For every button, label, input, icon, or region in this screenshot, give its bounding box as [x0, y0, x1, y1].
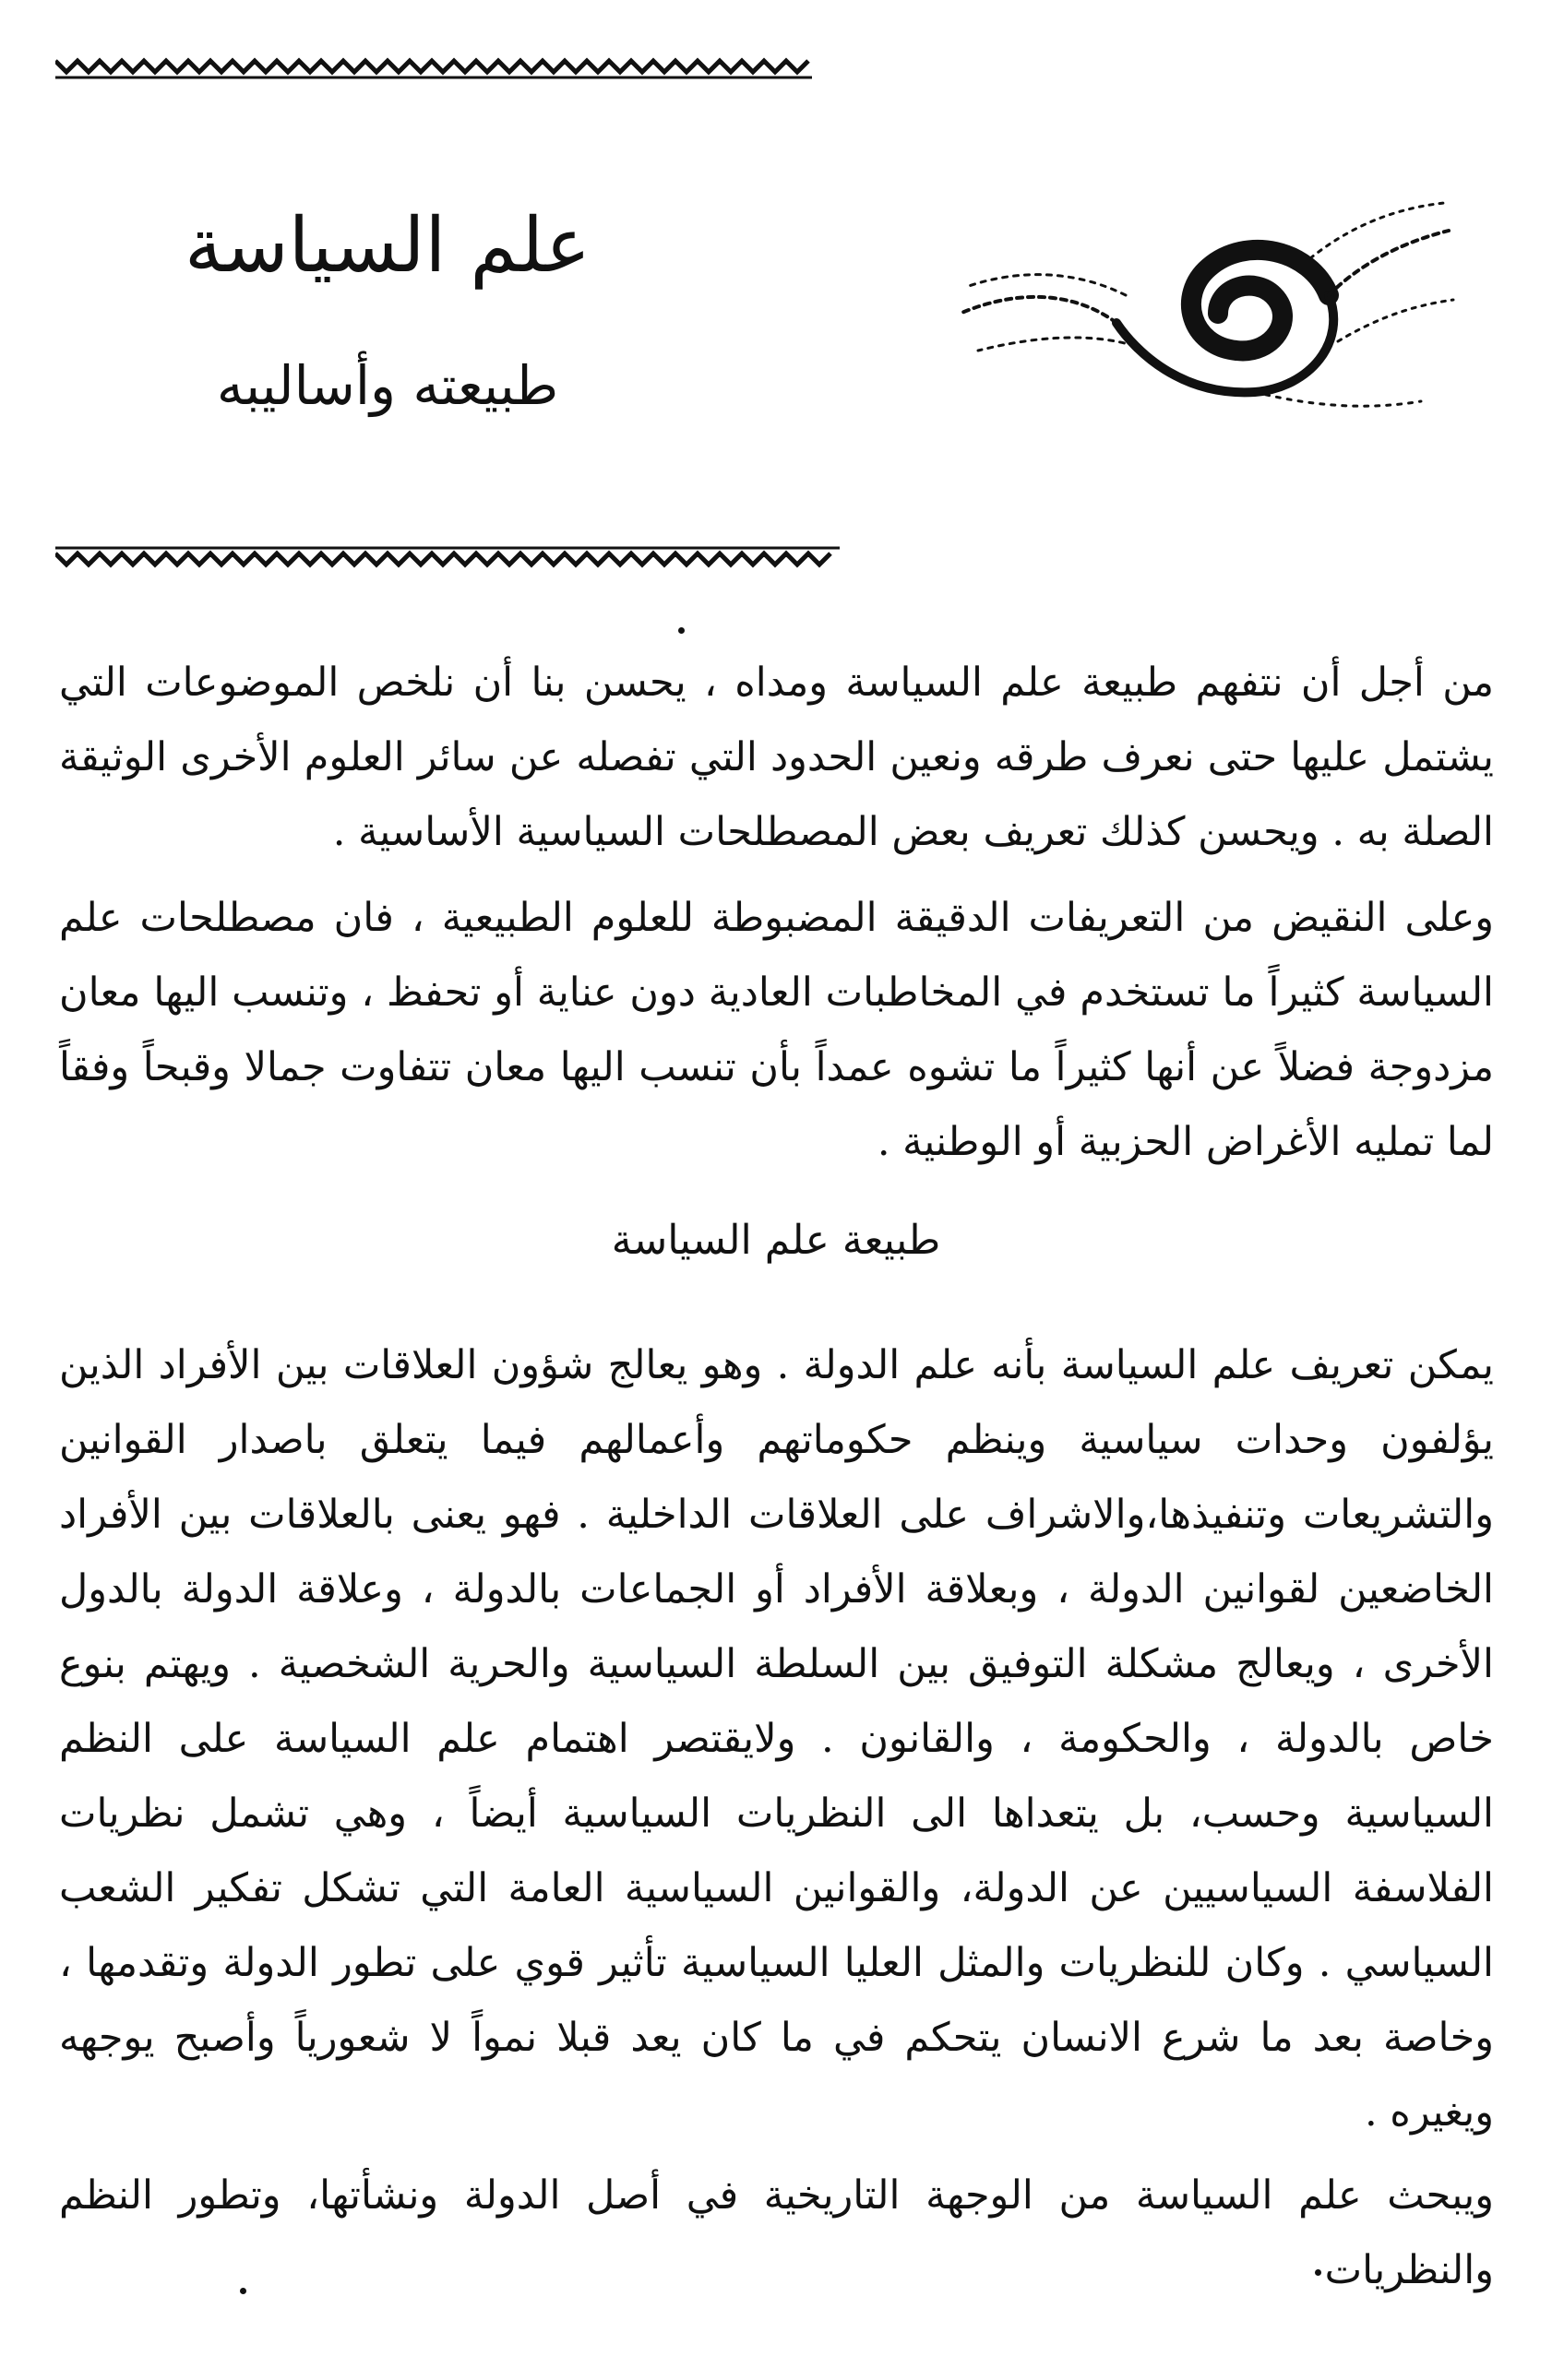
paragraph-nature: يمكن تعريف علم السياسة بأنه علم الدولة . وهو يعالج شؤون العلاقات بين الأفراد الذين يؤلفون وحدات سياسية وينظم حكوماتهم وأعمالهم فيما يتعلق باصدار القوانين والتشريعات وتنفيذها،والاشراف على العلاقات الداخلية . فهو يعنى بالعلاقات بين الأفراد الخاضعين لقوانين الدولة ، وبعلاقة الأفراد أو الجماعات بالدولة ، وعلاقة الدولة بالدول الأخرى ، ويعالج مشكلة التوفيق بين السلطة السياسية والحرية الشخصية . ويهتم بنوع خاص بالدولة ، والحكومة ، والقانون . ولايقتصر اهتمام علم السياسة على النظم السياسية وحسب، بل يتعداها الى النظريات السياسية أيضاً ، وهي تشمل نظريات الفلاسفة السياسيين عن الدولة، والقوانين السياسية العامة التي تشكل تفكير الشعب السياسي . وكان للنظريات والمثل العليا السياسية تأثير قوي على تطور الدولة وتقدمها ، وخاصة بعد ما شرع الانسان يتحكم في ما كان يعد قبلا نمواً لا شعورياً وأصبح يوجهه ويغيره . — [59, 1342, 1494, 2136]
ink-dot — [678, 627, 685, 634]
swirl-ornament — [941, 184, 1458, 424]
decorative-border-top — [55, 55, 812, 81]
paragraph-history: ويبحث علم السياسة من الوجهة التاريخية في أصل الدولة ونشأتها، وتطور النظم والنظريات — [59, 2172, 1494, 2293]
ink-dot — [240, 2288, 246, 2294]
page-subtitle: طبيعته وأساليبه — [216, 354, 559, 418]
section-heading: طبيعة علم السياسة — [611, 1217, 941, 1264]
paragraph-terminology: وعلى النقيض من التعريفات الدقيقة المضبوطة للعلوم الطبيعية ، فان مصطلحات علم السياسة كثيراً ما تستخدم في المخاطبات العادية دون عناية أو تحفظ ، وتنسب اليها معان مزدوجة فضلاً عن أنها كثيراً ما تشوه عمداً بأن تنسب اليها معان تتفاوت جمالا وقبحاً وفقاً لما تمليه الأغراض الحزبية أو الوطنية . — [59, 895, 1494, 1165]
decorative-border-bottom — [55, 544, 840, 570]
page-title: علم السياسة — [184, 202, 591, 290]
title-block — [175, 203, 600, 419]
paragraph-intro: من أجل أن نتفهم طبيعة علم السياسة ومداه ، يحسن بنا أن نلخص الموضوعات التي يشتمل عليها حتى نعرف طرقه ونعين الحدود التي تفصله عن سائر العلوم الأخرى الوثيقة الصلة به . ويحسن كذلك تعريف بعض المصطلحات السياسية الأساسية . — [59, 660, 1494, 855]
ink-dot — [1315, 2269, 1321, 2276]
